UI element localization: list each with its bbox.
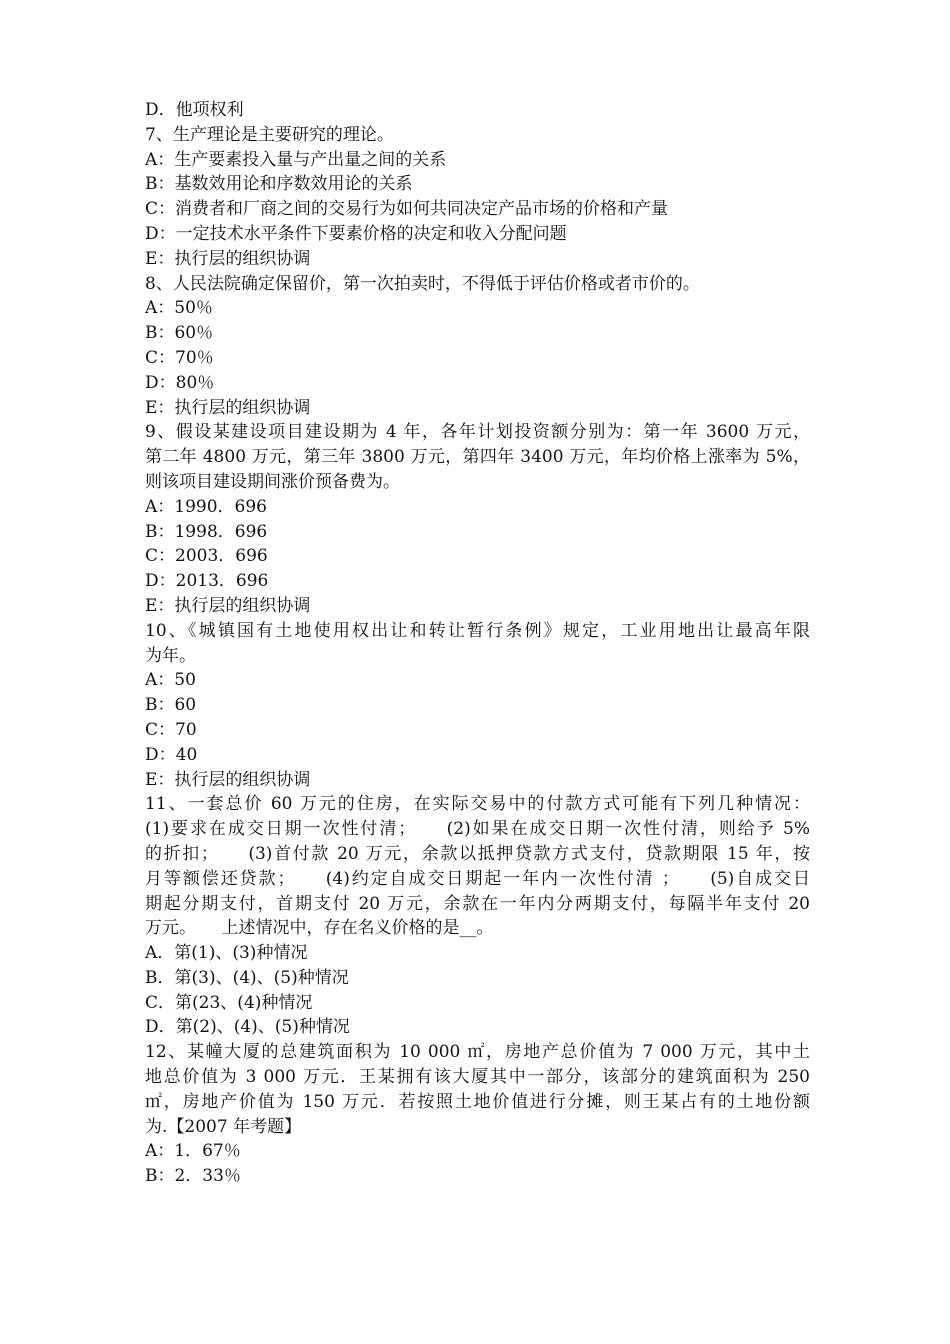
option-line: B：基数效用论和序数效用论的关系 xyxy=(145,174,413,195)
option-line: B：2．33％ xyxy=(145,1166,241,1187)
option-line: E：执行层的组织协调 xyxy=(145,769,311,790)
option-line: A：生产要素投入量与产出量之间的关系 xyxy=(145,149,447,170)
question-9 xyxy=(145,420,810,494)
option-line: E：执行层的组织协调 xyxy=(145,397,311,418)
option-line: C：2003．696 xyxy=(145,546,268,567)
option-line: B：60 xyxy=(145,695,197,716)
option-line: B：60％ xyxy=(145,323,214,344)
option-line: D：40 xyxy=(145,744,198,765)
option-line: E：执行层的组织协调 xyxy=(145,595,311,616)
question-line: 第二年 4800 万元，第三年 3800 万元，第四年 3400 万元，年均价格上涨率为 5%， xyxy=(145,447,810,468)
question-10 xyxy=(145,619,810,669)
option-line: C：消费者和厂商之间的交易行为如何共同决定产品市场的价格和产量 xyxy=(145,199,669,220)
option-line: A：50 xyxy=(145,670,196,691)
option-line: D：一定技术水平条件下要素价格的决定和收入分配问题 xyxy=(145,223,567,244)
option-line: A：50％ xyxy=(145,298,213,319)
option-line: D：80％ xyxy=(145,372,215,393)
question-line: 则该项目建设期间涨价预备费为。 xyxy=(145,471,400,492)
question-line: 万元。 上述情况中，存在名义价格的是__。 xyxy=(145,918,494,939)
option-line: A．第(1)、(3)种情况 xyxy=(145,943,308,964)
option-line: C：70％ xyxy=(145,347,214,368)
question-line: 为.【2007 年考题】 xyxy=(145,1116,302,1137)
question-line: 10、《城镇国有土地使用权出让和转让暂行条例》规定，工业用地出让最高年限 xyxy=(145,620,810,641)
question-line: 为年。 xyxy=(145,645,196,666)
question-line: 11、一套总价 60 万元的住房，在实际交易中的付款方式可能有下列几种情况： xyxy=(145,794,810,815)
option-line: A：1．67％ xyxy=(145,1141,241,1162)
exam-text xyxy=(145,98,810,1189)
question-line: (1)要求在成交日期一次性付清； (2)如果在成交日期一次性付清，则给予 5% xyxy=(145,819,810,840)
question-line: 9、假设某建设项目建设期为 4 年，各年计划投资额分别为：第一年 3600 万元， xyxy=(145,422,810,443)
question-7: 7、生产理论是主要研究的理论。 xyxy=(145,124,394,145)
question-12 xyxy=(145,1040,810,1139)
option-line: B．第(3)、(4)、(5)种情况 xyxy=(145,967,349,988)
option-line: D．第(2)、(4)、(5)种情况 xyxy=(145,1017,350,1038)
option-line: D：2013．696 xyxy=(145,571,269,592)
option-line: E：执行层的组织协调 xyxy=(145,248,311,269)
question-line: 期起分期支付，首期支付 20 万元，余款在一年内分两期支付，每隔半年支付 20 xyxy=(145,893,810,914)
option-line: C．第(23、(4)种情况 xyxy=(145,992,313,1013)
question-8: 8、人民法院确定保留价，第一次拍卖时，不得低于评估价格或者市价的。 xyxy=(145,273,700,294)
option-line: D．他项权利 xyxy=(145,100,244,120)
option-line: B：1998．696 xyxy=(145,521,268,542)
question-line: 的折扣； (3)首付款 20 万元，余款以抵押贷款方式支付，贷款期限 15 年，按 xyxy=(145,843,810,864)
question-line: ㎡，房地产价值为 150 万元．若按照土地价值进行分摊，则王某占有的土地份额 xyxy=(145,1091,810,1112)
question-line: 12、某幢大厦的总建筑面积为 10 000 ㎡，房地产总价值为 7 000 万元，其中土 xyxy=(145,1042,810,1063)
question-11 xyxy=(145,792,810,941)
question-line: 地总价值为 3 000 万元．王某拥有该大厦其中一部分，该部分的建筑面积为 250 xyxy=(145,1067,810,1088)
option-line: C：70 xyxy=(145,719,197,740)
option-line: A：1990．696 xyxy=(145,496,267,517)
question-line: 月等额偿还贷款； (4)约定自成交日期起一年内一次性付清 ； (5)自成交日 xyxy=(145,868,810,889)
